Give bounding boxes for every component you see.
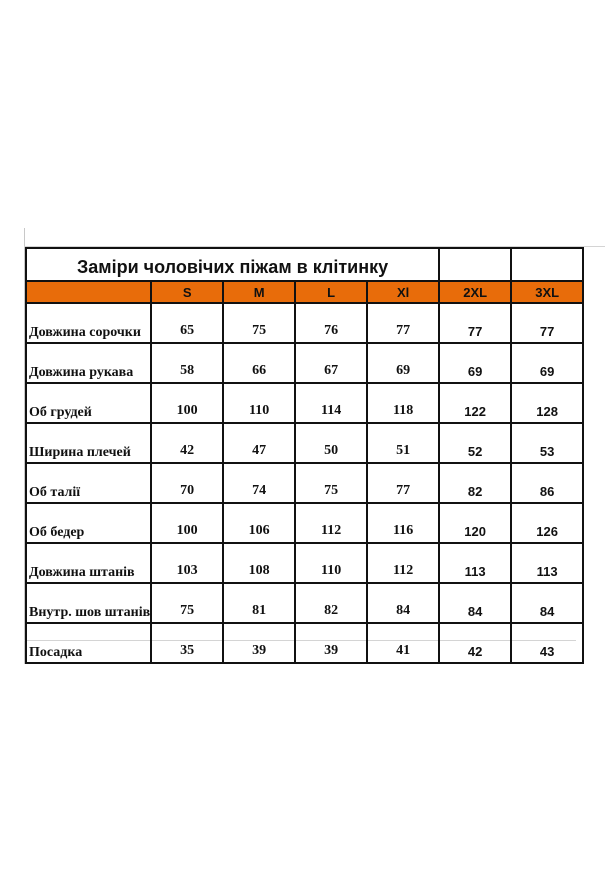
value-cell: 35 xyxy=(151,623,223,663)
value-cell: 100 xyxy=(151,383,223,423)
table-title: Заміри чоловічих піжам в клітинку xyxy=(26,248,439,281)
value-cell: 77 xyxy=(367,303,439,343)
value-cell: 106 xyxy=(223,503,295,543)
value-cell: 50 xyxy=(295,423,367,463)
value-cell: 103 xyxy=(151,543,223,583)
value-cell: 84 xyxy=(511,583,583,623)
size-header-corner xyxy=(26,281,151,303)
size-header-cell: L xyxy=(295,281,367,303)
value-cell: 53 xyxy=(511,423,583,463)
value-cell: 66 xyxy=(223,343,295,383)
table-row xyxy=(26,303,583,343)
value-cell: 75 xyxy=(295,463,367,503)
value-cell: 122 xyxy=(439,383,511,423)
row-label xyxy=(26,543,151,583)
value-cell: 69 xyxy=(439,343,511,383)
table-row xyxy=(26,343,583,383)
size-header-cell: S xyxy=(151,281,223,303)
row-label-text: Довжина рукава xyxy=(29,365,134,380)
table-row xyxy=(26,423,583,463)
value-cell: 100 xyxy=(151,503,223,543)
value-cell: 77 xyxy=(439,303,511,343)
value-cell: 120 xyxy=(439,503,511,543)
empty-cell xyxy=(439,248,511,281)
table-row xyxy=(26,583,583,623)
size-header-row xyxy=(26,281,583,303)
table-row xyxy=(26,463,583,503)
table-row xyxy=(26,623,583,663)
value-cell: 126 xyxy=(511,503,583,543)
value-cell: 52 xyxy=(439,423,511,463)
value-cell: 74 xyxy=(223,463,295,503)
row-label xyxy=(26,303,151,343)
row-label-text: Об бедер xyxy=(29,525,85,540)
value-cell: 42 xyxy=(151,423,223,463)
row-label-text: Довжина сорочки xyxy=(29,325,141,340)
value-cell: 82 xyxy=(295,583,367,623)
value-cell: 77 xyxy=(367,463,439,503)
table-row xyxy=(26,543,583,583)
row-label-text: Внутр. шов штанів xyxy=(29,605,151,620)
value-cell: 41 xyxy=(367,623,439,663)
value-cell: 39 xyxy=(295,623,367,663)
value-cell: 67 xyxy=(295,343,367,383)
value-cell: 118 xyxy=(367,383,439,423)
value-cell: 39 xyxy=(223,623,295,663)
value-cell: 114 xyxy=(295,383,367,423)
row-label xyxy=(26,423,151,463)
row-label xyxy=(26,623,151,663)
value-cell: 69 xyxy=(511,343,583,383)
value-cell: 84 xyxy=(439,583,511,623)
row-label xyxy=(26,383,151,423)
value-cell: 82 xyxy=(439,463,511,503)
value-cell: 76 xyxy=(295,303,367,343)
value-cell: 110 xyxy=(295,543,367,583)
row-label xyxy=(26,583,151,623)
value-cell: 113 xyxy=(511,543,583,583)
row-label xyxy=(26,343,151,383)
value-cell: 77 xyxy=(511,303,583,343)
table-row xyxy=(26,383,583,423)
value-cell: 112 xyxy=(367,543,439,583)
size-chart-table xyxy=(25,247,584,664)
size-header-cell: M xyxy=(223,281,295,303)
empty-cell xyxy=(511,248,583,281)
value-cell: 81 xyxy=(223,583,295,623)
value-cell: 86 xyxy=(511,463,583,503)
value-cell: 113 xyxy=(439,543,511,583)
row-label-text: Об талії xyxy=(29,485,81,500)
value-cell: 65 xyxy=(151,303,223,343)
table-row xyxy=(26,503,583,543)
size-header-cell: 2XL xyxy=(439,281,511,303)
value-cell: 42 xyxy=(439,623,511,663)
value-cell: 58 xyxy=(151,343,223,383)
row-label-text: Об грудей xyxy=(29,405,92,420)
value-cell: 47 xyxy=(223,423,295,463)
value-cell: 75 xyxy=(151,583,223,623)
row-label xyxy=(26,503,151,543)
size-header-cell: 3XL xyxy=(511,281,583,303)
row-label xyxy=(26,463,151,503)
row-label-text: Ширина плечей xyxy=(29,445,131,460)
row-label-text: Довжина штанів xyxy=(29,565,135,580)
value-cell: 112 xyxy=(295,503,367,543)
value-cell: 51 xyxy=(367,423,439,463)
value-cell: 116 xyxy=(367,503,439,543)
value-cell: 43 xyxy=(511,623,583,663)
value-cell: 110 xyxy=(223,383,295,423)
value-cell: 84 xyxy=(367,583,439,623)
row-label-text: Посадка xyxy=(29,645,83,660)
measurement-rows xyxy=(26,303,583,663)
value-cell: 69 xyxy=(367,343,439,383)
value-cell: 70 xyxy=(151,463,223,503)
size-header-cell: Xl xyxy=(367,281,439,303)
title-row xyxy=(26,248,583,281)
value-cell: 108 xyxy=(223,543,295,583)
value-cell: 75 xyxy=(223,303,295,343)
value-cell: 128 xyxy=(511,383,583,423)
